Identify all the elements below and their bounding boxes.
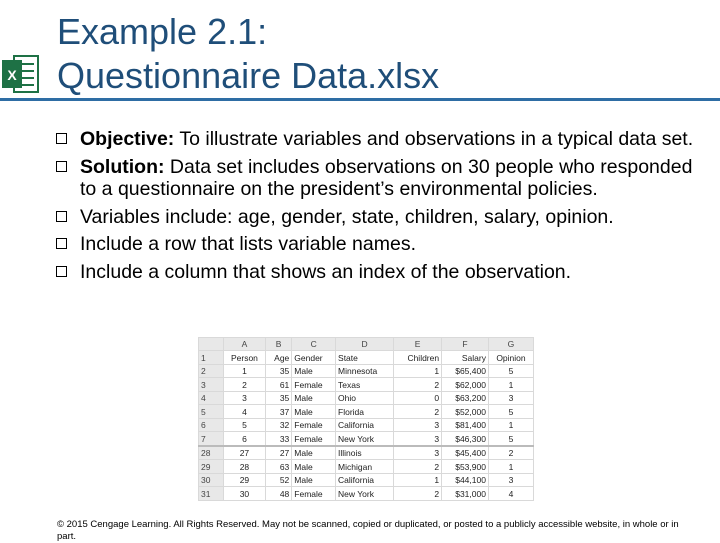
table-cell: Minnesota [336, 364, 394, 377]
table-cell: 3 [394, 446, 442, 460]
table-cell: $44,100 [442, 473, 489, 486]
table-cell: California [336, 473, 394, 486]
column-letter: D [336, 338, 394, 351]
bullet-label: Solution: [80, 155, 165, 178]
table-cell: 27 [265, 446, 291, 460]
table-cell: 2 [394, 460, 442, 473]
table-cell: 32 [265, 418, 291, 431]
table-cell: 27 [224, 446, 266, 460]
table-cell: $45,400 [442, 446, 489, 460]
excel-icon-letter: X [7, 67, 17, 83]
table-row [199, 405, 534, 418]
row-number: 7 [199, 432, 224, 446]
table-cell: $31,000 [442, 487, 489, 501]
bullet-item [56, 128, 706, 151]
column-letter-row [199, 338, 534, 351]
table-cell: State [336, 351, 394, 364]
table-cell: 35 [265, 391, 291, 404]
table-cell: 5 [488, 432, 533, 446]
row-number: 2 [199, 364, 224, 377]
table-cell: Ohio [336, 391, 394, 404]
row-number: 4 [199, 391, 224, 404]
table-cell: Female [292, 487, 336, 501]
table-cell: 2 [394, 378, 442, 391]
table-cell: Texas [336, 378, 394, 391]
bullet-text: Include a row that lists variable names. [80, 233, 416, 255]
table-row [199, 487, 534, 501]
table-cell: 2 [394, 487, 442, 501]
table-cell: California [336, 418, 394, 431]
table-cell: 3 [394, 432, 442, 446]
table-cell: Illinois [336, 446, 394, 460]
table-cell: 33 [265, 432, 291, 446]
row-number: 6 [199, 418, 224, 431]
bullet-square-icon [56, 238, 67, 249]
table-cell: Male [292, 473, 336, 486]
row-number: 3 [199, 378, 224, 391]
table-row [199, 460, 534, 473]
table-cell: 2 [488, 446, 533, 460]
table-cell: New York [336, 432, 394, 446]
table-cell: Michigan [336, 460, 394, 473]
table-cell: 61 [265, 378, 291, 391]
column-letter: C [292, 338, 336, 351]
table-cell: 48 [265, 487, 291, 501]
column-letter: F [442, 338, 489, 351]
table-cell: 30 [224, 487, 266, 501]
bullet-square-icon [56, 161, 67, 172]
table-cell: 5 [224, 418, 266, 431]
table-cell: 1 [224, 364, 266, 377]
table-row [199, 391, 534, 404]
column-letter: A [224, 338, 266, 351]
table-cell: New York [336, 487, 394, 501]
table-cell: 2 [394, 405, 442, 418]
row-number: 30 [199, 473, 224, 486]
bullet-item [56, 206, 706, 229]
bullet-square-icon [56, 266, 67, 277]
table-cell: Age [265, 351, 291, 364]
table-cell: Male [292, 405, 336, 418]
bullet-text: Data set includes observations on 30 people who responded to a questionnaire on the president’s environmental policies. [80, 155, 693, 200]
table-cell: 4 [488, 487, 533, 501]
row-number: 29 [199, 460, 224, 473]
row-number: 28 [199, 446, 224, 460]
table-cell: $81,400 [442, 418, 489, 431]
table-cell: 3 [488, 473, 533, 486]
bullet-item [56, 233, 706, 256]
excel-icon [0, 52, 40, 96]
row-number: 5 [199, 405, 224, 418]
table-row [199, 432, 534, 446]
table-cell: 52 [265, 473, 291, 486]
column-letter: G [488, 338, 533, 351]
column-letter: E [394, 338, 442, 351]
table-cell: $46,300 [442, 432, 489, 446]
row-number: 31 [199, 487, 224, 501]
sheet-body [199, 351, 534, 501]
table-cell: 4 [224, 405, 266, 418]
table-cell: Male [292, 460, 336, 473]
table-cell: 5 [488, 364, 533, 377]
bullet-list [56, 128, 706, 288]
table-cell: Male [292, 364, 336, 377]
row-number: 1 [199, 351, 224, 364]
table-cell: 63 [265, 460, 291, 473]
table-row [199, 378, 534, 391]
bullet-text: Variables include: age, gender, state, children, salary, opinion. [80, 205, 614, 228]
table-row [199, 351, 534, 364]
bullet-square-icon [56, 211, 67, 222]
table-row [199, 364, 534, 377]
title-divider [0, 98, 720, 101]
table-cell: 29 [224, 473, 266, 486]
table-cell: 5 [488, 405, 533, 418]
table-cell: 0 [394, 391, 442, 404]
table-cell: Male [292, 446, 336, 460]
slide-title-line2: Questionnaire Data.xlsx [57, 55, 440, 96]
table-cell: Person [224, 351, 266, 364]
table-cell: 3 [488, 391, 533, 404]
table-cell: $53,900 [442, 460, 489, 473]
table-cell: 1 [488, 460, 533, 473]
bullet-text: Include a column that shows an index of the observation. [80, 260, 572, 283]
table-cell: 6 [224, 432, 266, 446]
table-cell: 3 [224, 391, 266, 404]
table-row [199, 418, 534, 431]
table-cell: Female [292, 418, 336, 431]
bullet-item [56, 156, 706, 201]
table-cell: Florida [336, 405, 394, 418]
corner-cell [199, 338, 224, 351]
table-cell: 35 [265, 364, 291, 377]
table-row [199, 473, 534, 486]
table-cell: $52,000 [442, 405, 489, 418]
table-cell: Female [292, 432, 336, 446]
table-cell: 37 [265, 405, 291, 418]
table-cell: Gender [292, 351, 336, 364]
table-cell: 1 [488, 418, 533, 431]
bullet-text: To illustrate variables and observations in a typical data set. [174, 128, 694, 150]
table-cell: $65,400 [442, 364, 489, 377]
table-cell: 1 [488, 378, 533, 391]
column-letter: B [265, 338, 291, 351]
table-cell: 3 [394, 418, 442, 431]
spreadsheet-excerpt [198, 337, 534, 501]
table-cell: $63,200 [442, 391, 489, 404]
table-cell: Opinion [488, 351, 533, 364]
bullet-label: Objective: [80, 128, 175, 150]
bullet-item [56, 261, 706, 284]
table-cell: Children [394, 351, 442, 364]
copyright-footer: © 2015 Cengage Learning. All Rights Reserved. May not be scanned, copied or duplicated, or posted to a publicly accessible website, in whole or in part. [57, 519, 679, 542]
table-cell: 28 [224, 460, 266, 473]
table-cell: $62,000 [442, 378, 489, 391]
table-cell: Salary [442, 351, 489, 364]
slide-title [57, 10, 439, 98]
table-cell: Female [292, 378, 336, 391]
table-cell: 1 [394, 473, 442, 486]
table-cell: Male [292, 391, 336, 404]
table-row [199, 446, 534, 460]
table-cell: 1 [394, 364, 442, 377]
slide-title-line1: Example 2.1: [57, 11, 268, 52]
table-cell: 2 [224, 378, 266, 391]
bullet-square-icon [56, 133, 67, 144]
